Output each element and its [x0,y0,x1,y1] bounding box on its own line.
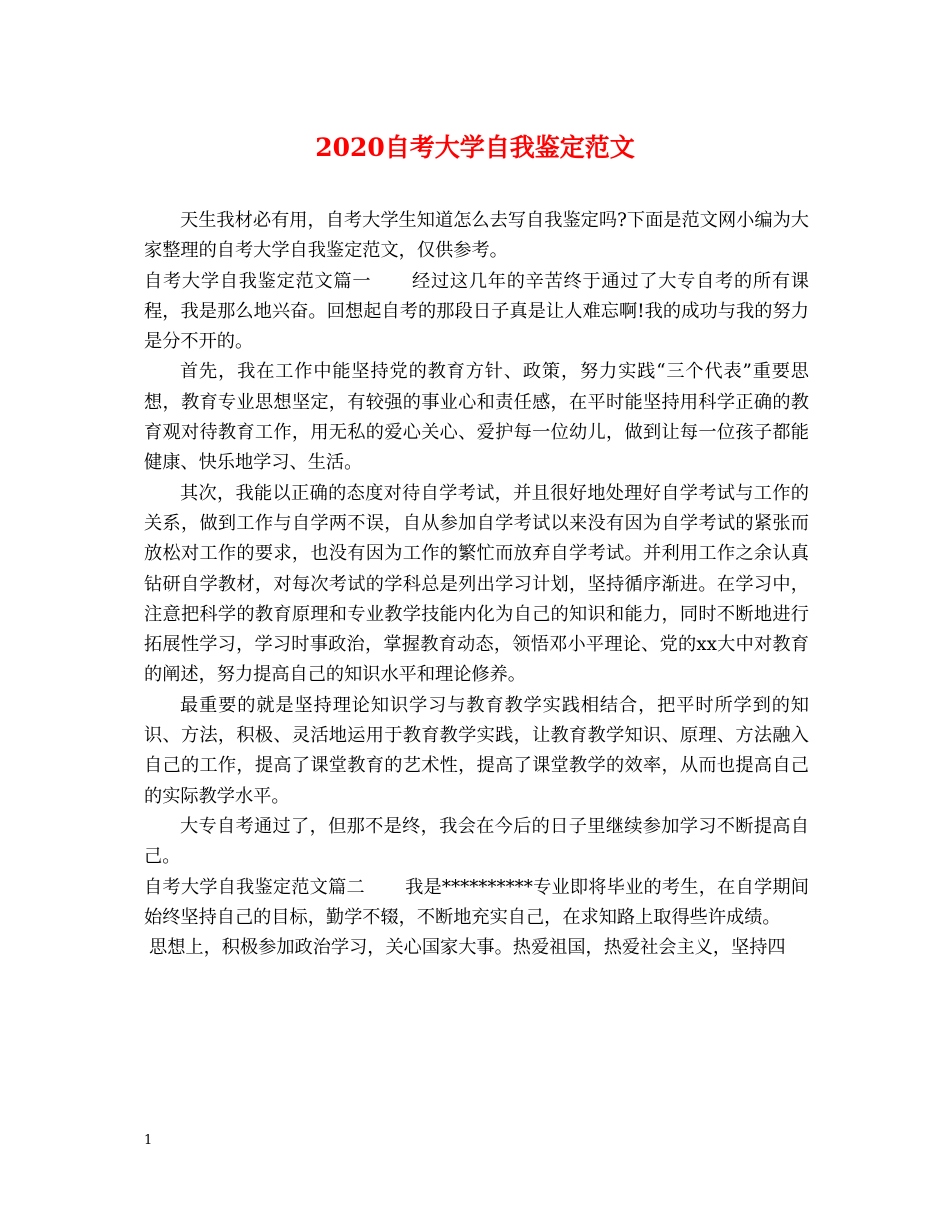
paragraph-most-important: 最重要的就是坚持理论知识学习与教育教学实践相结合，把平时所学到的知识、方法，积极、灵活地运用于教育教学实践，让教育教学知识、原理、方法融入自己的工作，提高了课堂教育的艺术性，提高了课堂教学的效率，从而也提高自己的实际教学水平。 [144,694,809,807]
page-number: 1 [144,1133,153,1148]
document-title: 2020自考大学自我鉴定范文 [315,133,635,162]
section-two-text: 我是**********专业即将毕业的考生，在自学期间始终坚持自己的目标，勤学不辍，不断地充实自己，在求知路上取得些许成绩。 [144,876,809,928]
document-body [144,206,809,963]
paragraph-second: 其次，我能以正确的态度对待自学考试，并且很好地处理好自学考试与工作的关系，做到工作与自学两不误，自从参加自学考试以来没有因为自学考试的紧张而放松对工作的要求，也没有因为工作的繁忙而放弃自学考试。并利用工作之余认真钻研自学教材，对每次考试的学科总是列出学习计划，坚持循序渐进。在学习中，注意把科学的教育原理和专业教学技能内化为自己的知识和能力，同时不断地进行拓展性学习，学习时事政治，掌握教育动态，领悟邓小平理论、党的xx大中对教育的阐述，努力提高自己的知识水平和理论修养。 [144,482,809,686]
intro-paragraph: 天生我材必有用，自考大学生知道怎么去写自我鉴定吗?下面是范文网小编为大家整理的自考大学自我鉴定范文，仅供参考。 [144,210,809,262]
paragraph-first: 首先，我在工作中能坚持党的教育方针、政策，努力实践“三个代表”重要思想，教育专业思想坚定，有较强的事业心和责任感，在平时能坚持用科学正确的教育观对待教育工作，用无私的爱心关心、爱护每一位幼儿，做到让每一位孩子都能健康、快乐地学习、生活。 [144,361,809,474]
section-two-heading: 自考大学自我鉴定范文篇二 [144,876,365,898]
paragraph-conclusion: 大专自考通过了，但那不是终，我会在今后的日子里继续参加学习不断提高自己。 [144,815,809,868]
section-one-text: 经过这几年的辛苦终于通过了大专自考的所有课程，我是那么地兴奋。回想起自考的那段日子真是让人难忘啊!我的成功与我的努力是分不开的。 [144,270,809,353]
paragraph-ideology: 思想上，积极参加政治学习，关心国家大事。热爱祖国，热爱社会主义，坚持四 [149,937,786,959]
section-one-heading: 自考大学自我鉴定范文篇一 [144,270,372,292]
section-two-paragraph [144,873,809,934]
section-one-paragraph [144,267,809,358]
